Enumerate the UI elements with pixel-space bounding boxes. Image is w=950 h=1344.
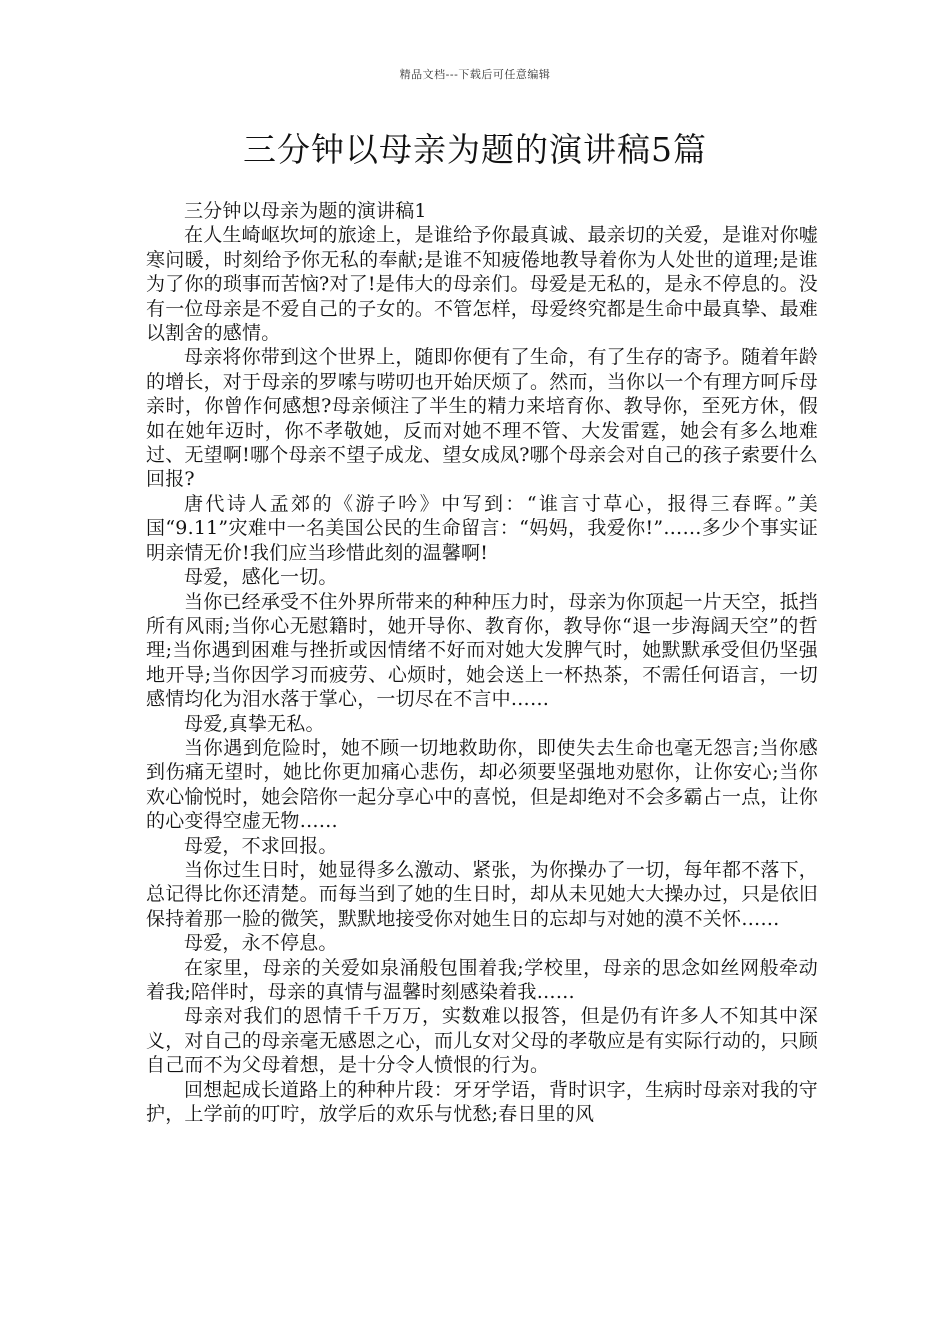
header-note: 精品文档---下载后可任意编辑 xyxy=(399,68,551,81)
document-body xyxy=(146,199,818,1126)
subheading: 母爱，永不停息。 xyxy=(184,932,338,955)
paragraph: 回想起成长道路上的种种片段：牙牙学语，背时识字，生病时母亲对我的守护，上学前的叮咛，放学后的欢乐与忧愁;春日里的风 xyxy=(146,1078,818,1126)
paragraph: 在人生崎岖坎坷的旅途上，是谁给予你最真诚、最亲切的关爱，是谁对你嘘寒问暖，时刻给予你无私的奉献;是谁不知疲倦地教导着你为人处世的道理;是谁为了你的琐事而苦恼?对了!是伟大的母亲们。母爱是无私的，是永不停息的。没有一位母亲是不爱自己的子女的。不管怎样，母爱终究都是生命中最真挚、最难以割舍的感情。 xyxy=(146,224,819,345)
subheading: 母爱，感化一切。 xyxy=(184,566,338,589)
paragraph: 当你过生日时，她显得多么激动、紧张，为你操办了一切，每年都不落下，总记得比你还清楚。而每当到了她的生日时，却从未见她大大操办过，只是依旧保持着那一脸的微笑，默默地接受你对她生日的忘却与对她的漠不关怀…… xyxy=(146,858,819,930)
paragraph: 当你已经承受不住外界所带来的种种压力时，母亲为你顶起一片天空，抵挡所有风雨;当你心无慰籍时，她开导你、教育你，教导你“退一步海阔天空”的哲理;当你遇到困难与挫折或因情绪不好而对她大发脾气时，她默默承受但仍坚强地开导;当你因学习而疲劳、心烦时，她会送上一杯热茶，不需任何语言，一切感情均化为泪水落于掌心，一切尽在不言中…… xyxy=(146,590,818,711)
subheading: 母爱，不求回报。 xyxy=(184,834,338,857)
paragraph: 当你遇到危险时，她不顾一切地救助你，即使失去生命也毫无怨言;当你感到伤痛无望时，她比你更加痛心悲伤，却必须要坚强地劝慰你，让你安心;当你欢心愉悦时，她会陪你一起分享心中的喜悦，但是却绝对不会多霸占一点，让你的心变得空虚无物…… xyxy=(146,736,819,833)
section-heading: 三分钟以母亲为题的演讲稿1 xyxy=(184,200,427,222)
subheading: 母爱,真挚无私。 xyxy=(184,712,325,735)
paragraph: 母亲对我们的恩情千千万万，实数难以报答，但是仍有许多人不知其中深义，对自己的母亲毫无感恩之心，而儿女对父母的孝敬应是有实际行动的，只顾自己而不为父母着想，是十分令人愤恨的行为。 xyxy=(146,1005,819,1077)
paragraph: 唐代诗人孟郊的《游子吟》中写到：“谁言寸草心，报得三春晖。”美国“9.11”灾难中一名美国公民的生命留言：“妈妈，我爱你!”……多少个事实证明亲情无价!我们应当珍惜此刻的温馨啊! xyxy=(146,492,818,564)
document-title: 三分钟以母亲为题的演讲稿5篇 xyxy=(243,130,707,169)
paragraph: 母亲将你带到这个世界上，随即你便有了生命，有了生存的寄予。随着年龄的增长，对于母亲的罗嗦与唠叨也开始厌烦了。然而，当你以一个有理方呵斥母亲时，你曾作何感想?母亲倾注了半生的精力来培育你、教导你，至死方休，假如在她年迈时，你不孝敬她，反而对她不理不管、大发雷霆，她会有多么地难过、无望啊!哪个母亲不望子成龙、望女成凤?哪个母亲会对自己的孩子索要什么回报? xyxy=(146,346,819,491)
paragraph: 在家里，母亲的关爱如泉涌般包围着我;学校里，母亲的思念如丝网般牵动着我;陪伴时，母亲的真情与温馨时刻感染着我…… xyxy=(146,956,818,1003)
